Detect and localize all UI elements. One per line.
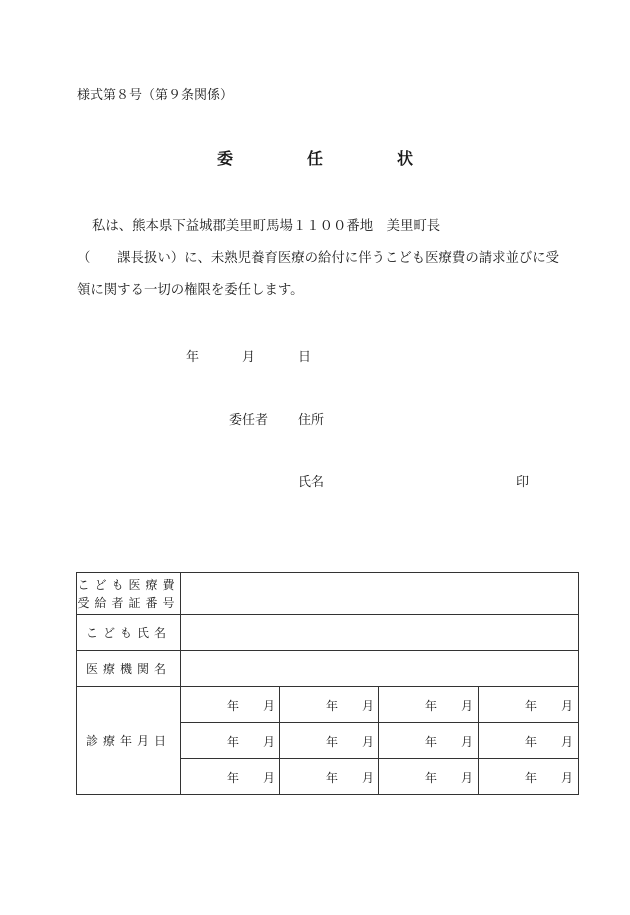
treatment-date-cell[interactable] bbox=[280, 759, 379, 795]
delegate-label: 委任者 bbox=[229, 413, 269, 428]
treatment-date-cell[interactable] bbox=[181, 759, 280, 795]
table-row bbox=[77, 687, 579, 723]
address-label: 住所 bbox=[298, 413, 325, 428]
child-name-label: こども氏名 bbox=[77, 615, 181, 651]
institution-label: 医療機関名 bbox=[77, 651, 181, 687]
recipient-number-label-line1: こども医療費 bbox=[77, 577, 180, 592]
treatment-date-cell[interactable] bbox=[379, 687, 479, 723]
month-unit: 月 bbox=[263, 699, 276, 713]
table-row bbox=[77, 615, 579, 651]
month-unit: 月 bbox=[461, 735, 474, 749]
month-unit: 月 bbox=[362, 735, 375, 749]
table-row bbox=[77, 573, 579, 615]
body-text-line-1: 私は、熊本県下益城郡美里町馬場１１００番地 美里町長 bbox=[92, 219, 441, 234]
year-unit: 年 bbox=[525, 771, 538, 785]
title-char-2: 任 bbox=[306, 149, 323, 168]
document-title bbox=[0, 146, 630, 169]
institution-field[interactable] bbox=[181, 651, 579, 687]
child-name-field[interactable] bbox=[181, 615, 579, 651]
info-table bbox=[76, 572, 579, 795]
recipient-number-label-line2: 受給者証番号 bbox=[77, 595, 180, 610]
name-label: 氏名 bbox=[298, 475, 325, 490]
year-unit: 年 bbox=[227, 771, 240, 785]
year-unit: 年 bbox=[425, 735, 438, 749]
year-unit: 年 bbox=[326, 735, 339, 749]
treatment-date-label: 診療年月日 bbox=[77, 687, 181, 795]
date-month-label: 月 bbox=[242, 350, 256, 365]
title-char-1: 委 bbox=[216, 149, 233, 168]
treatment-date-cell[interactable] bbox=[479, 759, 579, 795]
table-row bbox=[77, 651, 579, 687]
month-unit: 月 bbox=[362, 771, 375, 785]
year-unit: 年 bbox=[425, 699, 438, 713]
seal-label: 印 bbox=[516, 475, 530, 490]
year-unit: 年 bbox=[326, 771, 339, 785]
treatment-date-cell[interactable] bbox=[181, 687, 280, 723]
year-unit: 年 bbox=[227, 699, 240, 713]
form-number: 様式第８号（第９条関係） bbox=[77, 88, 234, 103]
month-unit: 月 bbox=[263, 735, 276, 749]
treatment-date-cell[interactable] bbox=[479, 687, 579, 723]
recipient-number-label bbox=[77, 573, 181, 615]
year-unit: 年 bbox=[227, 735, 240, 749]
treatment-date-cell[interactable] bbox=[280, 687, 379, 723]
body-text-line-2: （ 課長扱い）に、未熟児養育医療の給付に伴うこども医療費の請求並びに受 bbox=[77, 251, 560, 266]
treatment-date-cell[interactable] bbox=[181, 723, 280, 759]
treatment-date-cell[interactable] bbox=[379, 759, 479, 795]
year-unit: 年 bbox=[425, 771, 438, 785]
title-char-3: 状 bbox=[396, 149, 413, 168]
month-unit: 月 bbox=[263, 771, 276, 785]
month-unit: 月 bbox=[561, 735, 574, 749]
year-unit: 年 bbox=[525, 699, 538, 713]
month-unit: 月 bbox=[461, 771, 474, 785]
body-text-line-3: 領に関する一切の権限を委任します。 bbox=[77, 283, 304, 298]
year-unit: 年 bbox=[525, 735, 538, 749]
month-unit: 月 bbox=[362, 699, 375, 713]
month-unit: 月 bbox=[561, 771, 574, 785]
recipient-number-field[interactable] bbox=[181, 573, 579, 615]
month-unit: 月 bbox=[461, 699, 474, 713]
date-day-label: 日 bbox=[298, 350, 312, 365]
year-unit: 年 bbox=[326, 699, 339, 713]
treatment-date-cell[interactable] bbox=[479, 723, 579, 759]
date-year-label: 年 bbox=[186, 350, 200, 365]
treatment-date-cell[interactable] bbox=[280, 723, 379, 759]
treatment-date-cell[interactable] bbox=[379, 723, 479, 759]
month-unit: 月 bbox=[561, 699, 574, 713]
